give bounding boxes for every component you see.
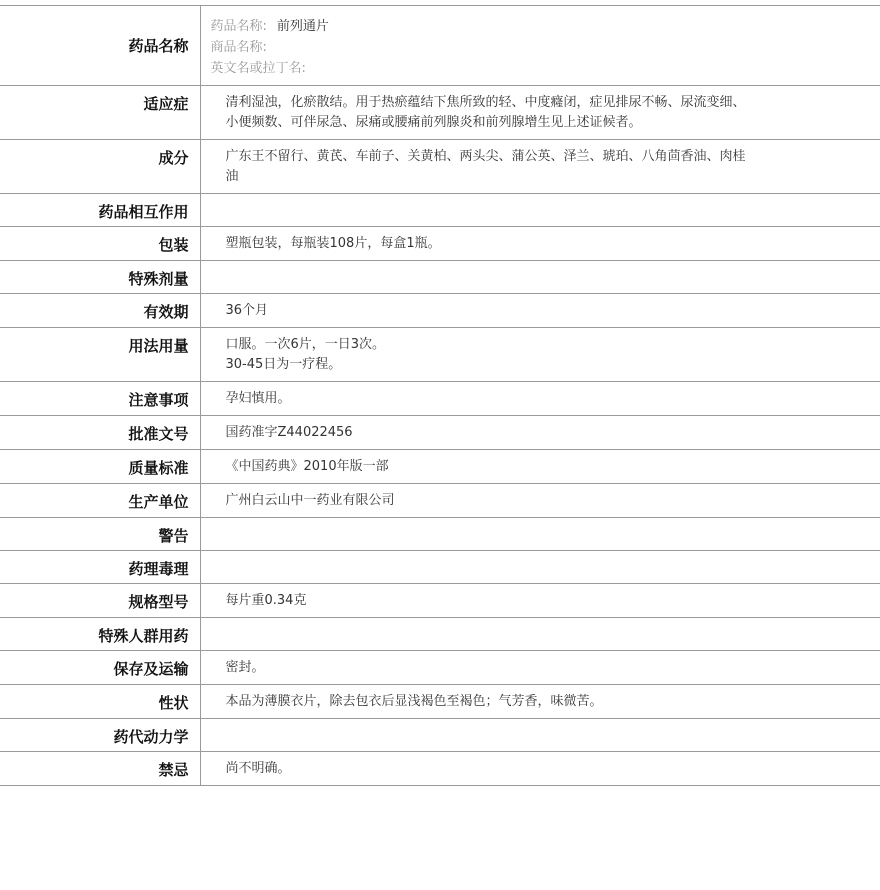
- row-label: 规格型号: [0, 584, 200, 618]
- table-row: [0, 651, 880, 685]
- row-value-line: 孕妇慎用。: [225, 391, 291, 406]
- row-value-line: 国药准字Z44022456: [225, 425, 353, 440]
- table-row: [0, 719, 880, 752]
- row-value-line: 尚不明确。: [225, 761, 291, 776]
- row-value: [200, 685, 880, 719]
- row-label: 有效期: [0, 294, 200, 328]
- generic-name-key: 药品名称:: [210, 19, 267, 34]
- row-label: 禁忌: [0, 752, 200, 786]
- row-label: 质量标准: [0, 450, 200, 484]
- row-value: [200, 227, 880, 261]
- table-row: [0, 294, 880, 328]
- table-row: [0, 382, 880, 416]
- row-value-line: 塑瓶包装，每瓶装108片，每盒1瓶。: [225, 236, 441, 251]
- row-value: [200, 651, 880, 685]
- table-row: [0, 261, 880, 294]
- row-value-line: 广东王不留行、黄芪、车前子、关黄柏、两头尖、蒲公英、泽兰、琥珀、八角茴香油、肉桂: [225, 149, 746, 164]
- row-label: 适应症: [0, 86, 200, 140]
- row-label: 特殊剂量: [0, 261, 200, 294]
- row-value: [200, 86, 880, 140]
- table-row: [0, 551, 880, 584]
- table-row: [0, 416, 880, 450]
- row-value: [200, 294, 880, 328]
- row-value: [200, 618, 880, 651]
- table-row: [0, 194, 880, 227]
- row-value: [200, 140, 880, 194]
- row-value: [200, 719, 880, 752]
- generic-name-line: [211, 16, 880, 37]
- row-value-line: 广州白云山中一药业有限公司: [225, 493, 395, 508]
- table-row: [0, 328, 880, 382]
- row-value-line: 每片重0.34克: [225, 593, 307, 608]
- row-value: [200, 752, 880, 786]
- row-value: [200, 416, 880, 450]
- row-value-line: 《中国药典》2010年版一部: [225, 459, 389, 474]
- row-label: 用法用量: [0, 328, 200, 382]
- row-label: 注意事项: [0, 382, 200, 416]
- latin-name-line: [211, 58, 880, 79]
- row-drug-name: [0, 6, 880, 86]
- row-value: [200, 584, 880, 618]
- row-value-line: 本品为薄膜衣片，除去包衣后显浅褐色至褐色；气芳香，味微苦。: [225, 694, 603, 709]
- row-label: 药品相互作用: [0, 194, 200, 227]
- latin-name-key: 英文名或拉丁名:: [210, 61, 306, 76]
- drug-name-values: [200, 6, 880, 86]
- row-value-line: 密封。: [225, 660, 265, 675]
- table-row: [0, 227, 880, 261]
- row-value: [200, 382, 880, 416]
- row-value-line: 30-45日为一疗程。: [225, 357, 342, 372]
- row-value: [200, 261, 880, 294]
- row-label: 特殊人群用药: [0, 618, 200, 651]
- row-value: [200, 450, 880, 484]
- row-label: 警告: [0, 518, 200, 551]
- row-label: 包装: [0, 227, 200, 261]
- row-value-line: 口服。一次6片，一日3次。: [225, 337, 386, 352]
- drug-info-body: [0, 6, 880, 786]
- row-label: 药代动力学: [0, 719, 200, 752]
- row-label: 性状: [0, 685, 200, 719]
- table-row: [0, 86, 880, 140]
- row-value: [200, 484, 880, 518]
- drug-info-table: [0, 5, 880, 786]
- trade-name-key: 商品名称:: [210, 40, 267, 55]
- table-row: [0, 752, 880, 786]
- trade-name-line: [211, 37, 880, 58]
- table-row: [0, 618, 880, 651]
- row-label: 生产单位: [0, 484, 200, 518]
- generic-name-value: 前列通片: [276, 19, 329, 34]
- row-value-line: 小便频数、可伴尿急、尿痛或腰痛前列腺炎和前列腺增生见上述证候者。: [225, 115, 642, 130]
- row-value: [200, 551, 880, 584]
- row-value: [200, 328, 880, 382]
- table-row: [0, 685, 880, 719]
- row-label: 药品名称: [0, 6, 200, 86]
- row-value-line: 油: [225, 169, 239, 184]
- row-value-line: 36个月: [225, 303, 269, 318]
- table-row: [0, 450, 880, 484]
- table-row: [0, 584, 880, 618]
- row-value-line: 清利湿浊，化瘀散结。用于热瘀蕴结下焦所致的轻、中度癃闭，症见排尿不畅、尿流变细、: [225, 95, 746, 110]
- table-row: [0, 140, 880, 194]
- table-row: [0, 518, 880, 551]
- row-value: [200, 194, 880, 227]
- row-label: 成分: [0, 140, 200, 194]
- table-row: [0, 484, 880, 518]
- row-label: 批准文号: [0, 416, 200, 450]
- row-label: 药理毒理: [0, 551, 200, 584]
- row-label: 保存及运输: [0, 651, 200, 685]
- row-value: [200, 518, 880, 551]
